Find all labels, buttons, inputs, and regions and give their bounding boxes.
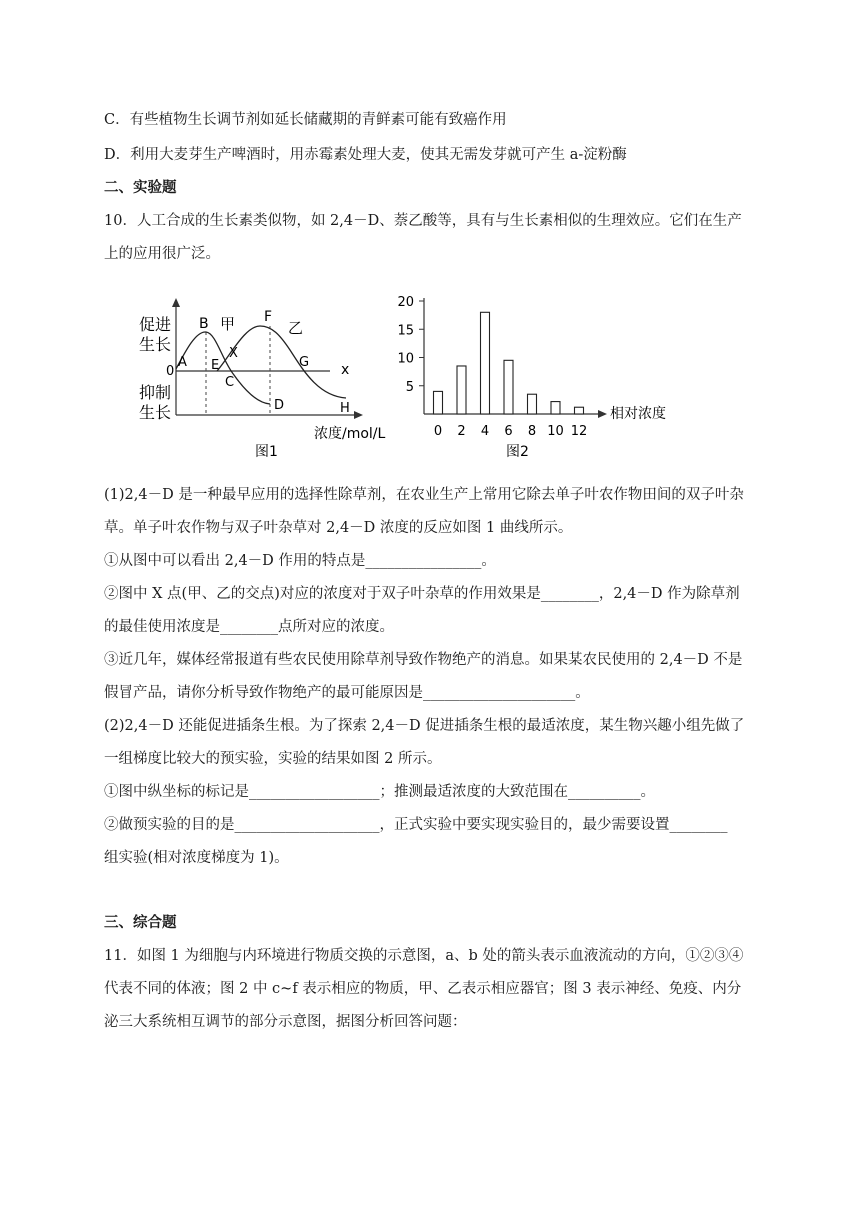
text-line: 上的应用很广泛。 — [104, 246, 220, 262]
fig1-ylabel-promote-2: 生长 — [139, 335, 172, 354]
text-line: C．有些植物生长调节剂如延长储藏期的青鲜素可能有致癌作用 — [104, 112, 507, 128]
text-line: 11．如图 1 为细胞与内环境进行物质交换的示意图，a、b 处的箭头表示血液流动的方向，①②③④ — [104, 948, 744, 964]
fig2-bar — [575, 407, 584, 414]
section-heading: 二、实验题 — [104, 179, 177, 196]
fig2-bar — [457, 366, 466, 414]
fig1-point-d: D — [274, 398, 285, 413]
fig1-ylabel-inhibit-2: 生长 — [139, 403, 172, 422]
text-line: 泌三大系统相互调节的部分示意图，据图分析回答问题： — [104, 1014, 467, 1030]
fig1-point-c: C — [225, 375, 235, 390]
fig2-x-title: 相对浓度 — [610, 406, 666, 422]
fig2-bar — [551, 402, 560, 414]
text-line: 一组梯度比较大的预实验，实验的结果如图 2 所示。 — [104, 751, 442, 767]
text-line: D．利用大麦芽生产啤酒时，用赤霉素处理大麦，使其无需发芽就可产生 a-淀粉酶 — [104, 147, 627, 163]
text-line: 组实验(相对浓度梯度为 1)。 — [104, 850, 289, 866]
fig2-x-tick-label: 2 — [457, 424, 466, 439]
fig1-curve-yi — [217, 326, 346, 398]
fig2-y-tick-label: 5 — [405, 379, 414, 395]
fig1-curve-jia — [176, 332, 270, 404]
text-line: 10．人工合成的生长素类似物，如 2,4－D、萘乙酸等，具有与生长素相似的生理效应。它们在生产 — [104, 213, 742, 229]
fig2-bar — [481, 312, 490, 414]
fig1-point-x: X — [229, 346, 238, 361]
figure-1 — [139, 298, 386, 460]
text-line: ②做预实验的目的是____________________，正式实验中要实现实验目的，最少需要设置________ — [104, 817, 728, 833]
figure-2-chart — [397, 295, 666, 460]
fig1-caption: 图1 — [255, 444, 278, 460]
section-heading: 三、综合题 — [104, 914, 177, 931]
text-line: ③近几年，媒体经常报道有些农民使用除草剂导致作物绝产的消息。如果某农民使用的 2,4－D 不是 — [104, 652, 743, 668]
text-line: 的最佳使用浓度是________点所对应的浓度。 — [104, 619, 394, 635]
fig1-x-axis-label: x — [341, 362, 350, 378]
text-line: ①图中纵坐标的标记是__________________；推测最适浓度的大致范围在__________。 — [104, 784, 655, 800]
fig2-x-tick-label: 8 — [527, 424, 537, 439]
fig2-caption: 图2 — [506, 444, 529, 460]
text-line: ②图中 X 点(甲、乙的交点)对应的浓度对于双子叶杂草的作用效果是________，2,4－D 作为除草剂 — [104, 586, 740, 602]
fig1-zero-label: 0 — [166, 364, 175, 379]
text-line: 假冒产品，请你分析导致作物绝产的最可能原因是_____________________。 — [104, 685, 590, 701]
fig1-point-e: E — [211, 358, 220, 373]
fig2-x-tick-label: 6 — [504, 424, 513, 439]
figures — [0, 0, 860, 470]
fig2-y-tick-label: 20 — [397, 295, 414, 310]
text-line: 代表不同的体液；图 2 中 c~f 表示相应的物质，甲、乙表示相应器官；图 3 表示神经、免疫、内分 — [104, 981, 742, 997]
fig2-x-axis-arrow — [598, 410, 607, 418]
text-line: (2)2,4－D 还能促进插条生根。为了探索 2,4－D 促进插条生根的最适浓度，某生物兴趣小组先做了 — [104, 718, 745, 734]
fig2-x-tick-label: 10 — [547, 424, 564, 439]
fig1-point-h: H — [340, 401, 350, 416]
fig1-series-jia: 甲 — [220, 315, 236, 333]
fig1-point-a: A — [178, 355, 187, 370]
fig2-bar — [434, 391, 443, 414]
fig1-ylabel-promote-1: 促进 — [139, 315, 172, 334]
fig1-point-g: G — [299, 355, 310, 370]
text-line: (1)2,4－D 是一种最早应用的选择性除草剂，在农业生产上常用它除去单子叶农作物田间的双子叶杂 — [104, 487, 744, 503]
fig1-ylabel-inhibit-1: 抑制 — [139, 383, 172, 402]
fig2-y-tick-label: 10 — [397, 351, 414, 367]
fig1-series-yi: 乙 — [288, 319, 304, 337]
fig2-y-tick-label: 15 — [397, 323, 414, 339]
fig1-bottom-axis-arrow — [354, 411, 363, 419]
fig1-y-axis-arrow — [172, 298, 180, 307]
fig2-x-tick-label: 12 — [570, 424, 588, 439]
fig2-bar — [528, 394, 537, 414]
text-line: ①从图中可以看出 2,4－D 作用的特点是________________。 — [104, 553, 496, 569]
text-line: 草。单子叶农作物与双子叶杂草对 2,4－D 浓度的反应如图 1 曲线所示。 — [104, 520, 573, 536]
fig2-x-tick-label: 0 — [433, 424, 443, 439]
fig1-point-f: F — [264, 309, 273, 325]
fig2-bar — [504, 360, 513, 414]
fig2-x-tick-label: 4 — [480, 424, 490, 439]
fig1-point-b: B — [199, 316, 209, 332]
fig1-x-title: 浓度/mol/L — [314, 426, 386, 442]
